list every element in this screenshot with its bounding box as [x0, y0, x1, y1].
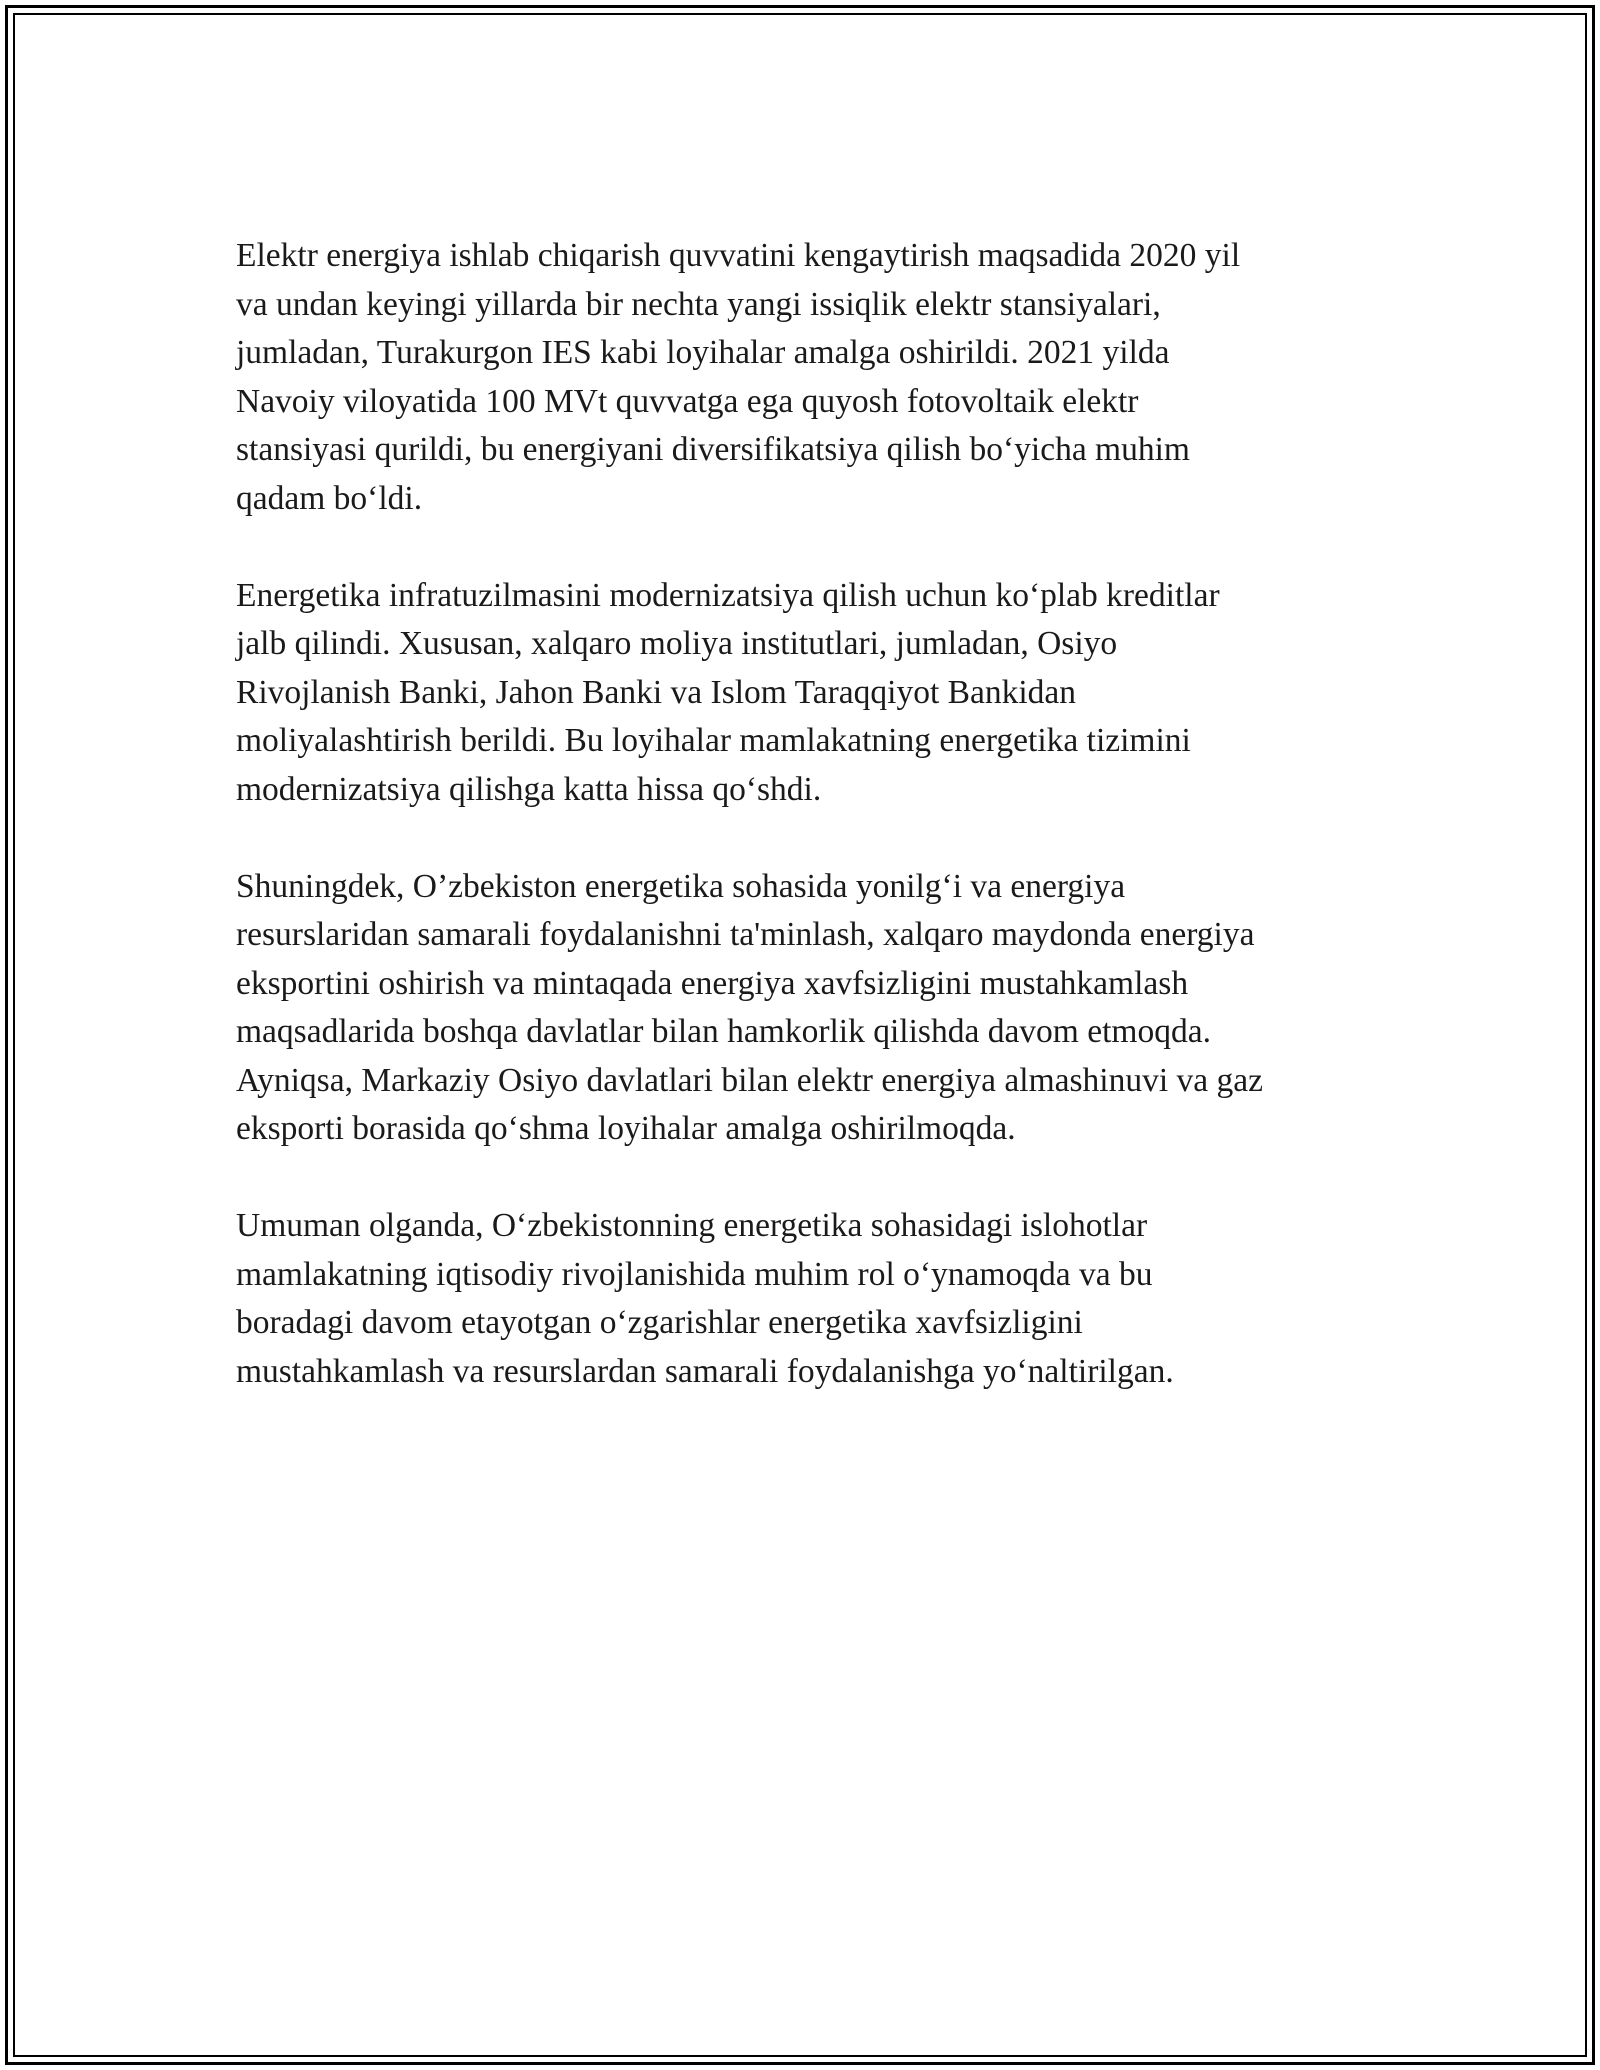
paragraph-electricity-capacity: Elektr energiya ishlab chiqarish quvvatini kengaytirish maqsadida 2020 yil va undan keyingi yillarda bir nechta yangi issiqlik elektr stansiyalari, jumladan, Turakurgon IES kabi loyihalar amalga oshirildi. 2021 yilda Navoiy viloyatida 100 MVt quvvatga ega quyosh fotovoltaik elektr stansiyasi qurildi, bu energiyani diversifikatsiya qilish bo‘yicha muhim qadam bo‘ldi. — [236, 237, 1241, 517]
paragraph-conclusion: Umuman olganda, O‘zbekistonning energetika sohasidagi islohotlar mamlakatning iqtisodiy rivojlanishida muhim rol o‘ynamoqda va bu boradagi davom etayotgan o‘zgarishlar energetika xavfsizligini mustahkamlash va resurslardan samarali foydalanishga yo‘naltirilgan. — [236, 1207, 1174, 1390]
paragraph-international-cooperation: Shuningdek, O’zbekiston energetika sohasida yonilg‘i va energiya resurslaridan samarali foydalanishni ta'minlash, xalqaro maydonda energiya eksportini oshirish va mintaqada energiya xavfsizligini mustahkamlash maqsadlarida boshqa davlatlar bilan hamkorlik qilishda davom etmoqda. Ayniqsa, Markaziy Osiyo davlatlari bilan elektr energiya almashinuvi va gaz eksporti borasida qo‘shma loyihalar amalga oshirilmoqda. — [236, 867, 1264, 1147]
document-body — [236, 232, 1386, 1445]
paragraph-infrastructure-financing: Energetika infratuzilmasini modernizatsiya qilish uchun ko‘plab kreditlar jalb qilindi. Xususan, xalqaro moliya institutlari, jumladan, Osiyo Rivojlanish Banki, Jahon Banki va Islom Taraqqiyot Bankidan moliyalashtirish berildi. Bu loyihalar mamlakatning energetika tizimini modernizatsiya qilishga katta hissa qo‘shdi. — [236, 576, 1220, 808]
